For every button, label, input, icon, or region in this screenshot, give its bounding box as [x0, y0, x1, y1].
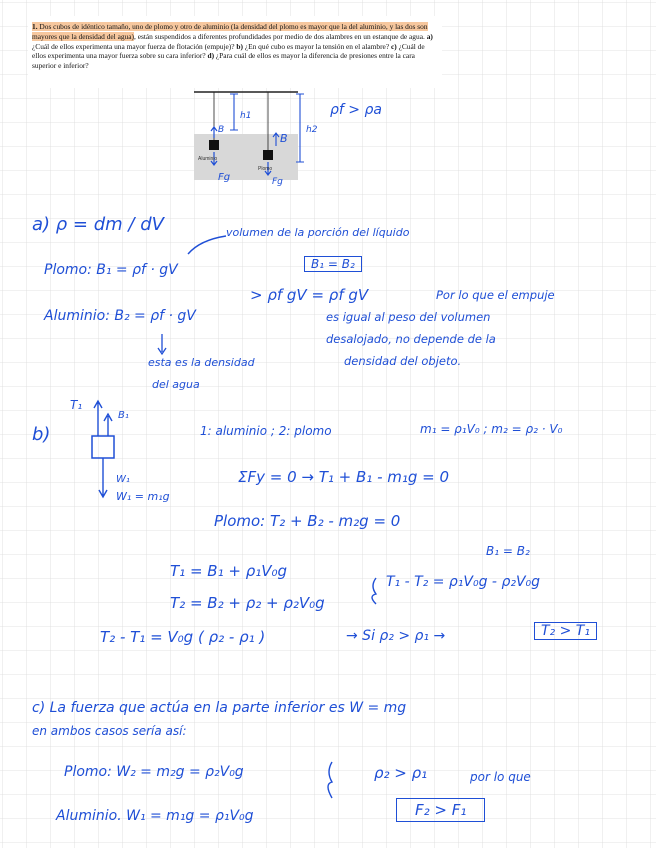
aluminio-weight: Aluminio. W₁ = m₁g = ρ₁V₀g	[56, 808, 254, 824]
explanation-line-4: densidad del objeto.	[344, 354, 462, 368]
question-a-label: a)	[426, 31, 433, 41]
explanation-line-2: es igual al peso del volumen	[326, 310, 491, 324]
fbd-label-b1: B₁	[118, 410, 129, 421]
tank-diagram	[190, 88, 430, 188]
fbd-label-t1: T₁	[70, 398, 83, 412]
part-c-line-2: en ambos casos sería así:	[32, 724, 187, 738]
problem-number: 1.	[32, 22, 38, 31]
label-fg-left: Fg	[218, 172, 231, 183]
tension-final-eq: T₂ - T₁ = V₀g ( ρ₂ - ρ₁ )	[100, 628, 266, 646]
sum-forces-aluminio: ΣFy = 0 → T₁ + B₁ - m₁g = 0	[238, 468, 450, 486]
tension-difference: T₁ - T₂ = ρ₁V₀g - ρ₂V₀g	[386, 574, 541, 590]
plomo-weight: Plomo: W₂ = m₂g = ρ₂V₀g	[64, 764, 244, 780]
plomo-buoyancy: Plomo: B₁ = ρf · gV	[44, 262, 178, 278]
explanation-line-1: Por lo que el empuje	[436, 288, 555, 302]
question-c: ¿Cuál de ellos experimenta una mayor fuerza sobre su cara inferior?	[32, 41, 425, 61]
problem-statement	[32, 22, 440, 71]
result-box-b: T₂ > T₁	[534, 622, 597, 640]
h1-bracket	[230, 94, 238, 130]
label-b-right: B	[280, 132, 288, 145]
label-aluminio: Aluminio	[198, 156, 218, 162]
problem-highlighted-text: Dos cubos de idéntico tamaño, uno de plomo y otro de aluminio (la densidad del plomo es mayor que la del aluminio, y las dos son mayores que la densidad del agua)	[32, 22, 428, 41]
por-lo-que-note: por lo que	[470, 770, 531, 784]
question-d: ¿Para cuál de ellos es mayor la diferencia de presiones entre la cara superior e inferior?	[32, 51, 415, 71]
lead-cube	[263, 150, 273, 160]
water-density-note-1: esta es la densidad	[148, 356, 255, 369]
water-density-note-2: del agua	[152, 378, 200, 391]
explanation-line-3: desalojado, no depende de la	[326, 332, 496, 346]
fbd-label-w1: W₁	[116, 474, 130, 485]
mass-definitions: m₁ = ρ₁V₀ ; m₂ = ρ₂ · V₀	[420, 422, 563, 436]
index-legend: 1: aluminio ; 2: plomo	[200, 424, 332, 438]
label-b-left: B	[218, 125, 225, 135]
volume-note: volumen de la porción del líquido	[226, 226, 410, 239]
fbd-weight-eq: W₁ = m₁g	[116, 490, 170, 503]
label-h1: h1	[240, 111, 252, 121]
buoyancy-comparison: > ρf gV = ρf gV	[250, 286, 369, 304]
label-fg-right: Fg	[272, 177, 283, 187]
tension-1-eq: T₁ = B₁ + ρ₁V₀g	[170, 562, 288, 580]
question-a: ¿Cuál de ellos experimenta una mayor fuerza de flotación (empuje)?	[32, 41, 235, 51]
question-b-label: b)	[236, 41, 243, 51]
aluminum-cube	[209, 140, 219, 150]
buoyancy-equal-box: B₁ = B₂	[304, 256, 362, 272]
question-c-label: c)	[390, 41, 397, 51]
part-c-line-1: c) La fuerza que actúa en la parte inferior es W = mg	[32, 700, 407, 716]
question-b: ¿En qué cubo es mayor la tensión en el alambre?	[244, 41, 390, 51]
problem-text: , están suspendidos a diferentes profundidades por medio de dos alambres en un estanque de agua.	[134, 31, 425, 41]
density-note: ρf > ρa	[330, 102, 382, 118]
density-comparison: ρ₂ > ρ₁	[374, 764, 428, 782]
part-a-header: a) ρ = dm / dV	[32, 214, 164, 235]
question-d-label: d)	[207, 51, 215, 61]
part-b-header: b)	[32, 424, 51, 445]
sum-forces-plomo: Plomo: T₂ + B₂ - m₂g = 0	[214, 512, 401, 530]
b-equal-note: B₁ = B₂	[486, 544, 530, 558]
label-plomo: Plomo	[258, 166, 273, 172]
tension-2-eq: T₂ = B₂ + ρ₂ + ρ₂V₀g	[170, 594, 325, 612]
result-box-c: F₂ > F₁	[396, 798, 485, 822]
aluminio-buoyancy: Aluminio: B₂ = ρf · gV	[44, 308, 196, 324]
conclusion-b: → Si ρ₂ > ρ₁ →	[346, 628, 446, 644]
label-h2: h2	[306, 125, 318, 135]
